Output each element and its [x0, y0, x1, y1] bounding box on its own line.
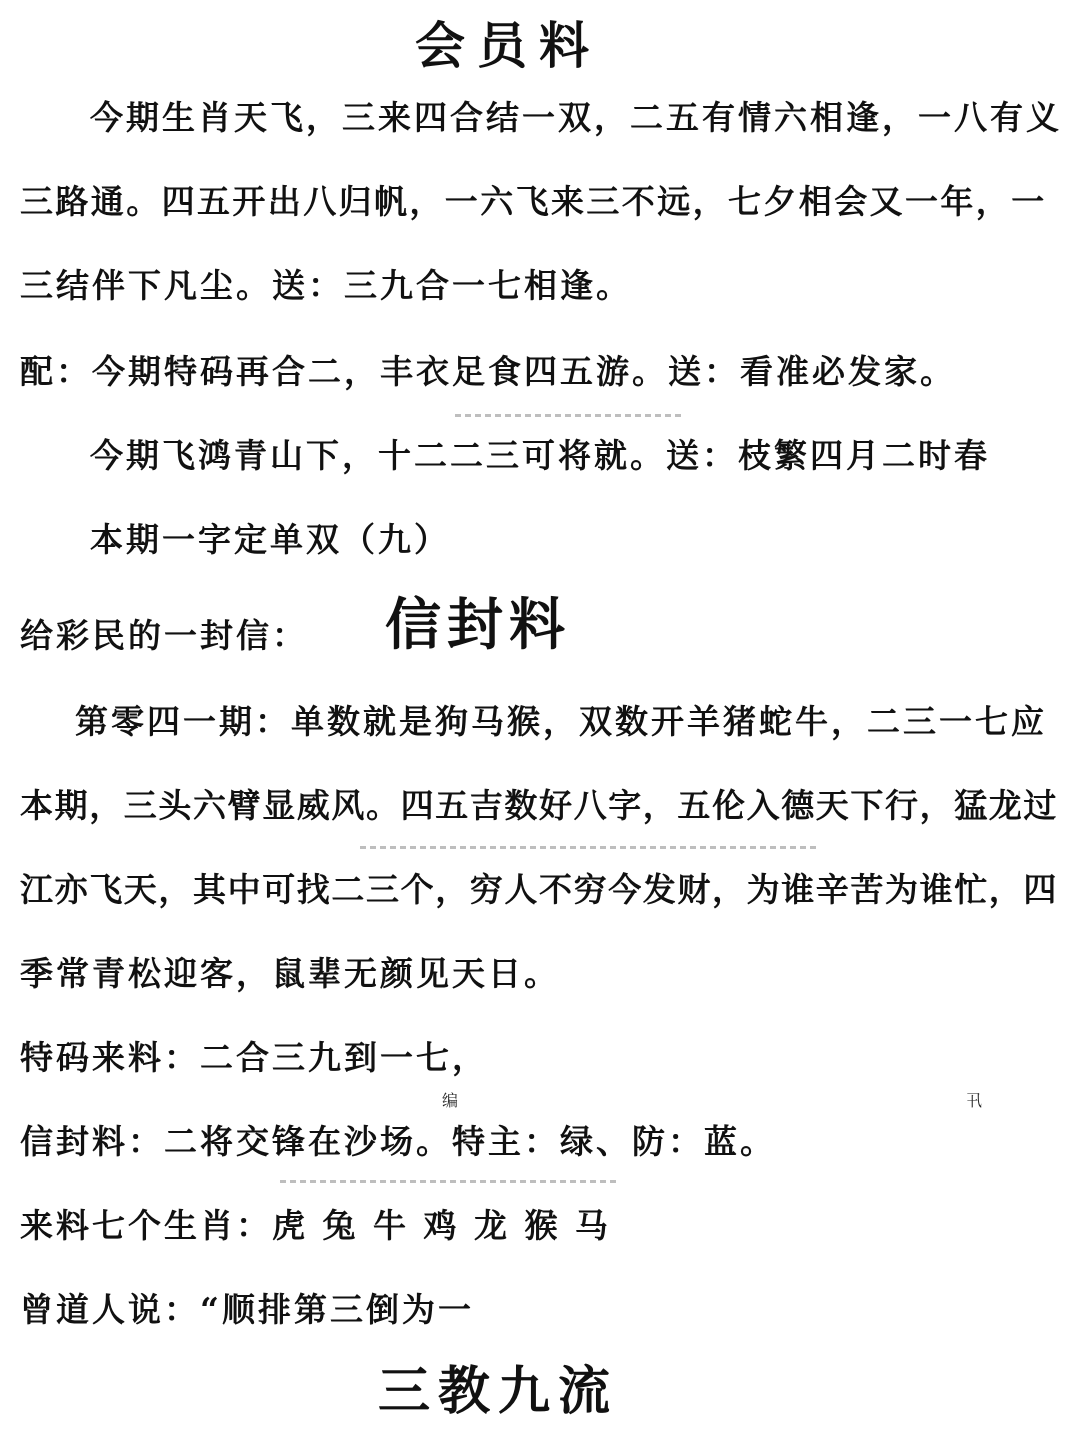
letter-line-7: 来料七个生肖：虎 兔 牛 鸡 龙 猴 马: [20, 1206, 611, 1245]
scan-artifact: [455, 414, 685, 417]
member-line-6: 本期一字定单双（九）: [90, 520, 450, 559]
member-line-5: 今期飞鸿青山下，十二二三可将就。送：枝繁四月二时春: [90, 436, 990, 475]
scan-artifact: [280, 1180, 620, 1183]
scan-artifact: [360, 846, 820, 849]
fragment-right: 卂: [966, 1091, 983, 1110]
bottom-heading: 三教九流: [378, 1361, 619, 1422]
letter-line-3: 江亦飞天，其中可找二三个，穷人不穷今发财，为谁辛苦为谁忙，四: [20, 870, 1058, 909]
letter-line-6: 信封料：二将交锋在沙场。特主：绿、防：蓝。: [20, 1122, 776, 1161]
letter-line-4: 季常青松迎客，鼠辈无颜见天日。: [20, 954, 560, 993]
letter-line-1: 第零四一期：单数就是狗马猴，双数开羊猪蛇牛，二三一七应: [75, 702, 1047, 741]
member-line-1: 今期生肖天飞，三来四合结一双，二五有情六相逢，一八有义: [90, 98, 1062, 137]
letter-line-5: 特码来料：二合三九到一七，: [20, 1038, 488, 1077]
letter-label: 给彩民的一封信：: [20, 616, 308, 655]
letter-line-8: 曾道人说：“顺排第三倒为一: [20, 1290, 474, 1329]
fragment-left: 编: [442, 1091, 459, 1110]
letter-line-2: 本期，三头六臂显威风。四五吉数好八字，五伦入德天下行，猛龙过: [20, 786, 1058, 825]
member-line-3: 三结伴下凡尘。送：三九合一七相逢。: [20, 266, 632, 305]
member-line-4: 配：今期特码再合二，丰衣足食四五游。送：看准必发家。: [20, 352, 956, 391]
member-heading: 会员料: [415, 16, 601, 75]
member-line-2: 三路通。四五开出八归帆，一六飞来三不远，七夕相会又一年，一: [20, 182, 1047, 221]
envelope-heading: 信封料: [385, 593, 571, 658]
